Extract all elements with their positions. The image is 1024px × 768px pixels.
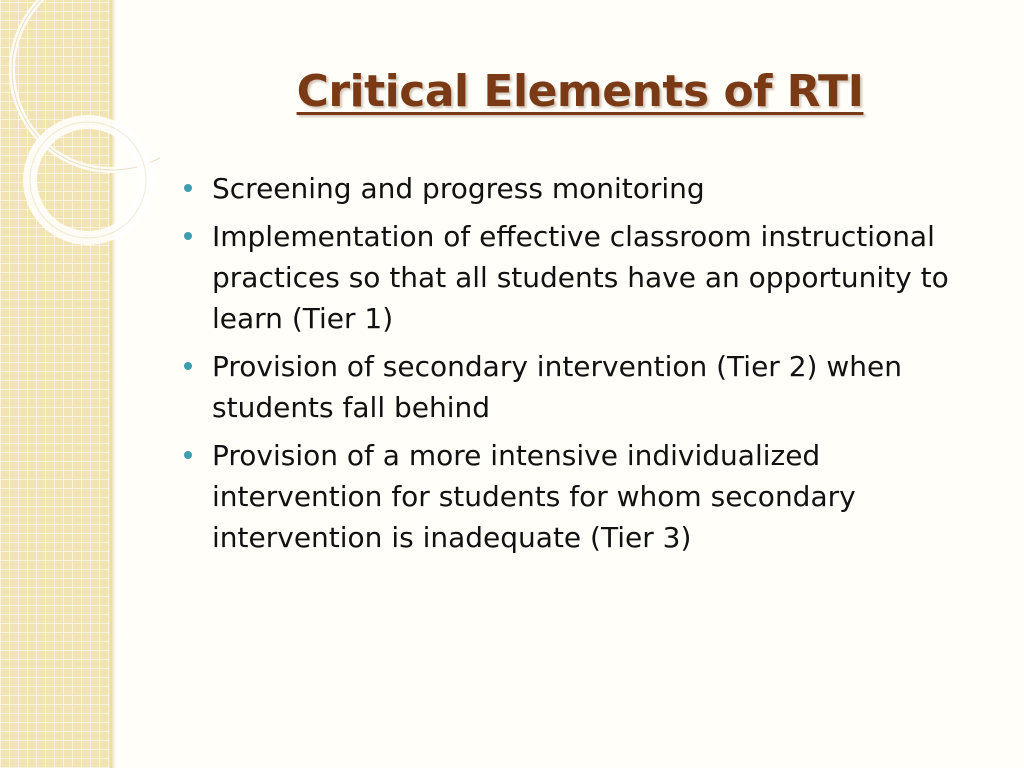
bullet-icon	[184, 232, 192, 240]
slide-title: Critical Elements of RTI	[296, 66, 864, 117]
bullet-text: Implementation of effective classroom instructional practices so that all students have an opportunity to learn (Tier 1)	[212, 220, 949, 335]
bullet-text: Screening and progress monitoring	[212, 172, 705, 205]
bullet-icon	[184, 362, 192, 370]
bullet-icon	[184, 184, 192, 192]
bullet-item	[182, 216, 992, 339]
bullet-item	[182, 346, 992, 428]
bullet-text: Provision of a more intensive individualized intervention for students for whom secondary intervention is inadequate (Tier 3)	[212, 439, 856, 554]
decorative-rings	[0, 0, 160, 260]
bullet-icon	[184, 451, 192, 459]
bullet-item	[182, 168, 992, 209]
bullet-item	[182, 435, 992, 558]
bullet-list	[182, 168, 992, 565]
bullet-text: Provision of secondary intervention (Tier 2) when students fall behind	[212, 350, 902, 424]
